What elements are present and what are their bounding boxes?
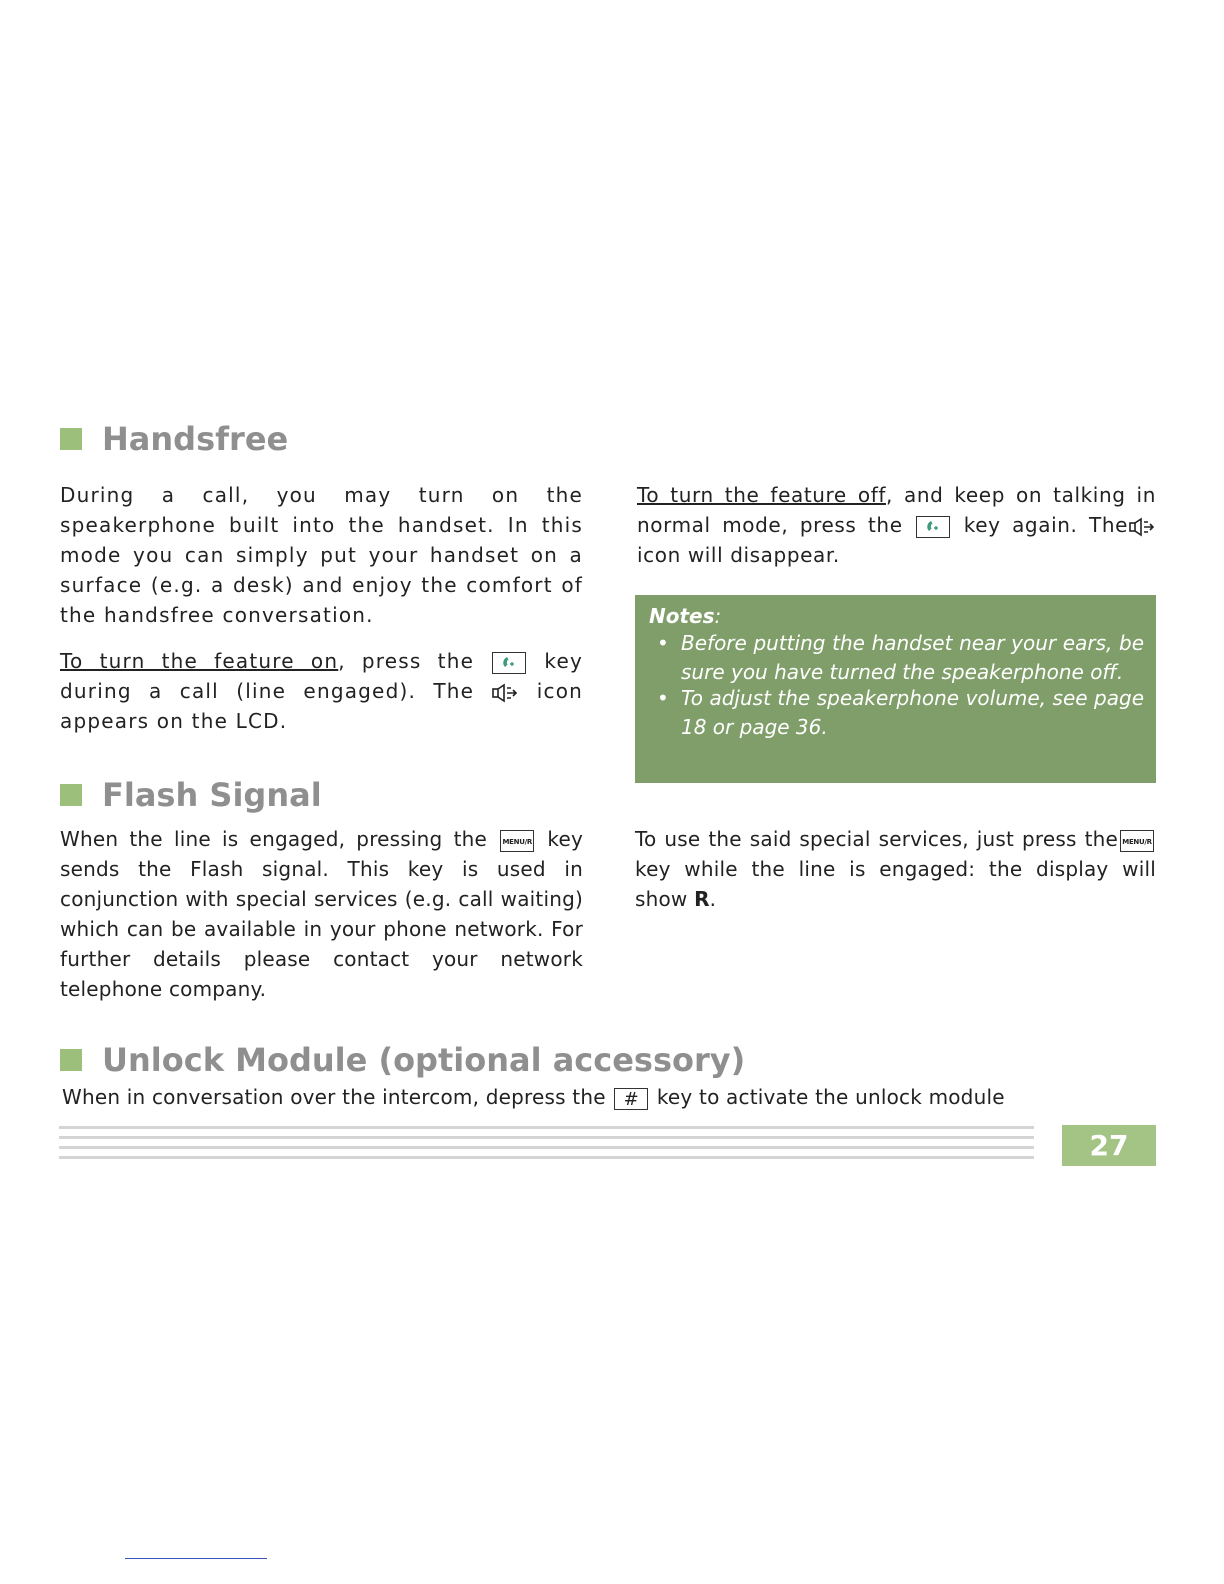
section-bullet-square — [60, 1049, 82, 1071]
unlock-paragraph — [62, 1082, 1062, 1112]
link-underline-artifact — [125, 1558, 267, 1559]
notes-item: • Before putting the handset near your ears, be sure you have turned the speakerphone off. — [649, 629, 1144, 687]
section-bullet-square — [60, 428, 82, 450]
text: . — [709, 887, 717, 911]
notes-title-text: Notes — [649, 604, 715, 628]
section-heading-handsfree — [60, 420, 288, 458]
divider — [59, 1136, 1034, 1139]
hash-key: # — [614, 1088, 648, 1110]
notes-title — [649, 603, 1144, 629]
text: icon will disappear. — [637, 543, 840, 567]
text: When the line is engaged, pressing the — [60, 827, 488, 851]
display-r-label: R — [694, 887, 710, 911]
text: key sends the Flash signal. This key is used in conjunction with special services (e.g. call waiting) which can be available in your phone network. For further details please contact your network telephone company. — [60, 827, 584, 1001]
flash-services-paragraph — [635, 824, 1156, 914]
divider — [59, 1126, 1034, 1129]
handsfree-on-paragraph — [60, 646, 583, 736]
text: icon appears on the LCD. — [60, 679, 584, 733]
handsfree-intro-paragraph — [60, 480, 583, 630]
section-title: Unlock Module (optional accessory) — [102, 1041, 746, 1079]
text: To use the said special services, just press the — [635, 827, 1118, 851]
notes-box — [635, 595, 1156, 783]
handsfree-off-paragraph — [637, 480, 1156, 570]
flash-paragraph — [60, 824, 583, 1004]
section-title: Handsfree — [102, 420, 289, 458]
handsfree-key — [916, 516, 950, 538]
section-heading-unlock — [60, 1041, 745, 1079]
feature-on-link: To turn the feature on — [60, 649, 339, 673]
text: key again. The — [963, 513, 1128, 537]
menu-r-key: MENU/R — [1120, 830, 1154, 852]
section-bullet-square — [60, 784, 82, 806]
feature-off-link: To turn the feature off — [637, 483, 886, 507]
text: When in conversation over the intercom, depress the — [62, 1085, 606, 1109]
handsfree-phone-icon — [494, 653, 524, 671]
notes-item: • To adjust the speakerphone volume, see page 18 or page 36. — [649, 684, 1144, 742]
section-title: Flash Signal — [102, 776, 322, 814]
speaker-icon — [1128, 516, 1156, 538]
page-number: 27 — [1062, 1125, 1156, 1166]
menu-r-key: MENU/R — [500, 830, 534, 852]
text: , press the — [338, 649, 475, 673]
divider — [59, 1156, 1034, 1159]
text: key to activate the unlock module — [656, 1085, 1005, 1109]
handsfree-key — [492, 652, 526, 674]
text: , and keep on talking in normal mode, press the — [637, 483, 1156, 537]
footer-rule-lines — [59, 1126, 1034, 1166]
notes-list — [649, 629, 1144, 742]
speaker-icon — [491, 682, 519, 704]
divider — [59, 1146, 1034, 1149]
handsfree-intro-text: During a call, you may turn on the speakerphone built into the handset. In this mode you can simply put your handset on a surface (e.g. a desk) and enjoy the comfort of the handsfree conversation. — [60, 483, 583, 627]
text: key during a call (line engaged). The — [60, 649, 584, 703]
text: key while the line is engaged: the display will show — [635, 857, 1156, 911]
section-heading-flash — [60, 776, 322, 814]
notes-colon: : — [714, 604, 722, 628]
handsfree-phone-icon — [918, 517, 948, 535]
